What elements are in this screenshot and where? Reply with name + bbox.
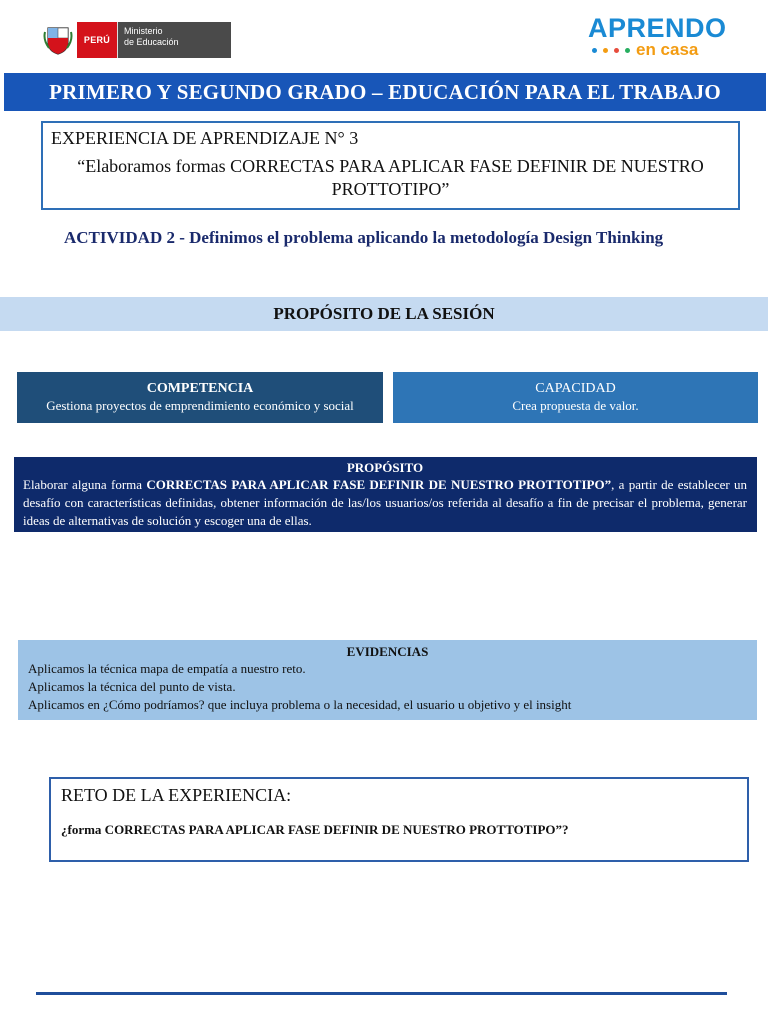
grade-banner: PRIMERO Y SEGUNDO GRADO – EDUCACIÓN PARA EL TRABAJO <box>4 73 766 111</box>
ministerio-line-2: de Educación <box>124 37 179 47</box>
competencia-box <box>17 372 383 423</box>
proposito-title: PROPÓSITO <box>346 460 424 475</box>
actividad-title: ACTIVIDAD 2 - Definimos el problema aplicando la metodología Design Thinking <box>64 228 664 247</box>
aprendo-en-casa-logo <box>588 14 733 64</box>
peru-label: PERÚ <box>77 22 117 58</box>
reto-question: ¿forma CORRECTAS PARA APLICAR FASE DEFINIR DE NUESTRO PROTTOTIPO”? <box>61 822 569 837</box>
ministerio-logo <box>43 22 231 58</box>
proposito-text-start: Elaborar alguna forma <box>23 477 147 492</box>
proposito-text <box>23 476 747 530</box>
coat-of-arms-icon <box>43 24 73 56</box>
experiencia-heading: EXPERIENCIA DE APRENDIZAJE N° 3 <box>51 128 359 148</box>
proposito-text-bold: CORRECTAS PARA APLICAR FASE DEFINIR DE NUESTRO PROTTOTIPO” <box>146 477 612 492</box>
proposito-section-header: PROPÓSITO DE LA SESIÓN <box>0 297 768 331</box>
competencia-text: Gestiona proyectos de emprendimiento económico y social <box>46 398 354 413</box>
evidencias-box <box>18 640 757 720</box>
aprendo-subtitle: en casa <box>636 40 699 59</box>
evidencias-title: EVIDENCIAS <box>346 644 429 659</box>
evidencia-item: Aplicamos la técnica del punto de vista. <box>28 679 236 694</box>
brand-dots-icon <box>592 48 630 53</box>
capacidad-text: Crea propuesta de valor. <box>512 398 639 413</box>
capacidad-box <box>393 372 758 423</box>
evidencia-item: Aplicamos en ¿Cómo podríamos? que incluya problema o la necesidad, el usuario u objetivo y el insight <box>28 697 572 712</box>
experiencia-title: “Elaboramos formas CORRECTAS PARA APLICAR FASE DEFINIR DE NUESTRO PROTTOTIPO” <box>77 156 704 199</box>
capacidad-title: CAPACIDAD <box>535 381 616 396</box>
proposito-box <box>14 457 757 532</box>
reto-title: RETO DE LA EXPERIENCIA: <box>61 785 292 805</box>
proposito-text-end: , a partir de establecer un desafío con características definidas, obtener información de las/los usuarios/os referida al desafío a fin de precisar el problema, generar ideas de alternativas de solución y escoger una de ellas. <box>23 477 747 528</box>
ministerio-line-1: Ministerio <box>124 26 163 36</box>
reto-box <box>49 777 749 862</box>
footer-divider <box>36 992 727 995</box>
competencia-title: COMPETENCIA <box>146 381 254 396</box>
aprendo-title: APRENDO <box>588 13 727 43</box>
experiencia-box <box>41 121 740 210</box>
evidencia-item: Aplicamos la técnica mapa de empatía a nuestro reto. <box>28 661 306 676</box>
ministerio-label <box>117 22 231 58</box>
